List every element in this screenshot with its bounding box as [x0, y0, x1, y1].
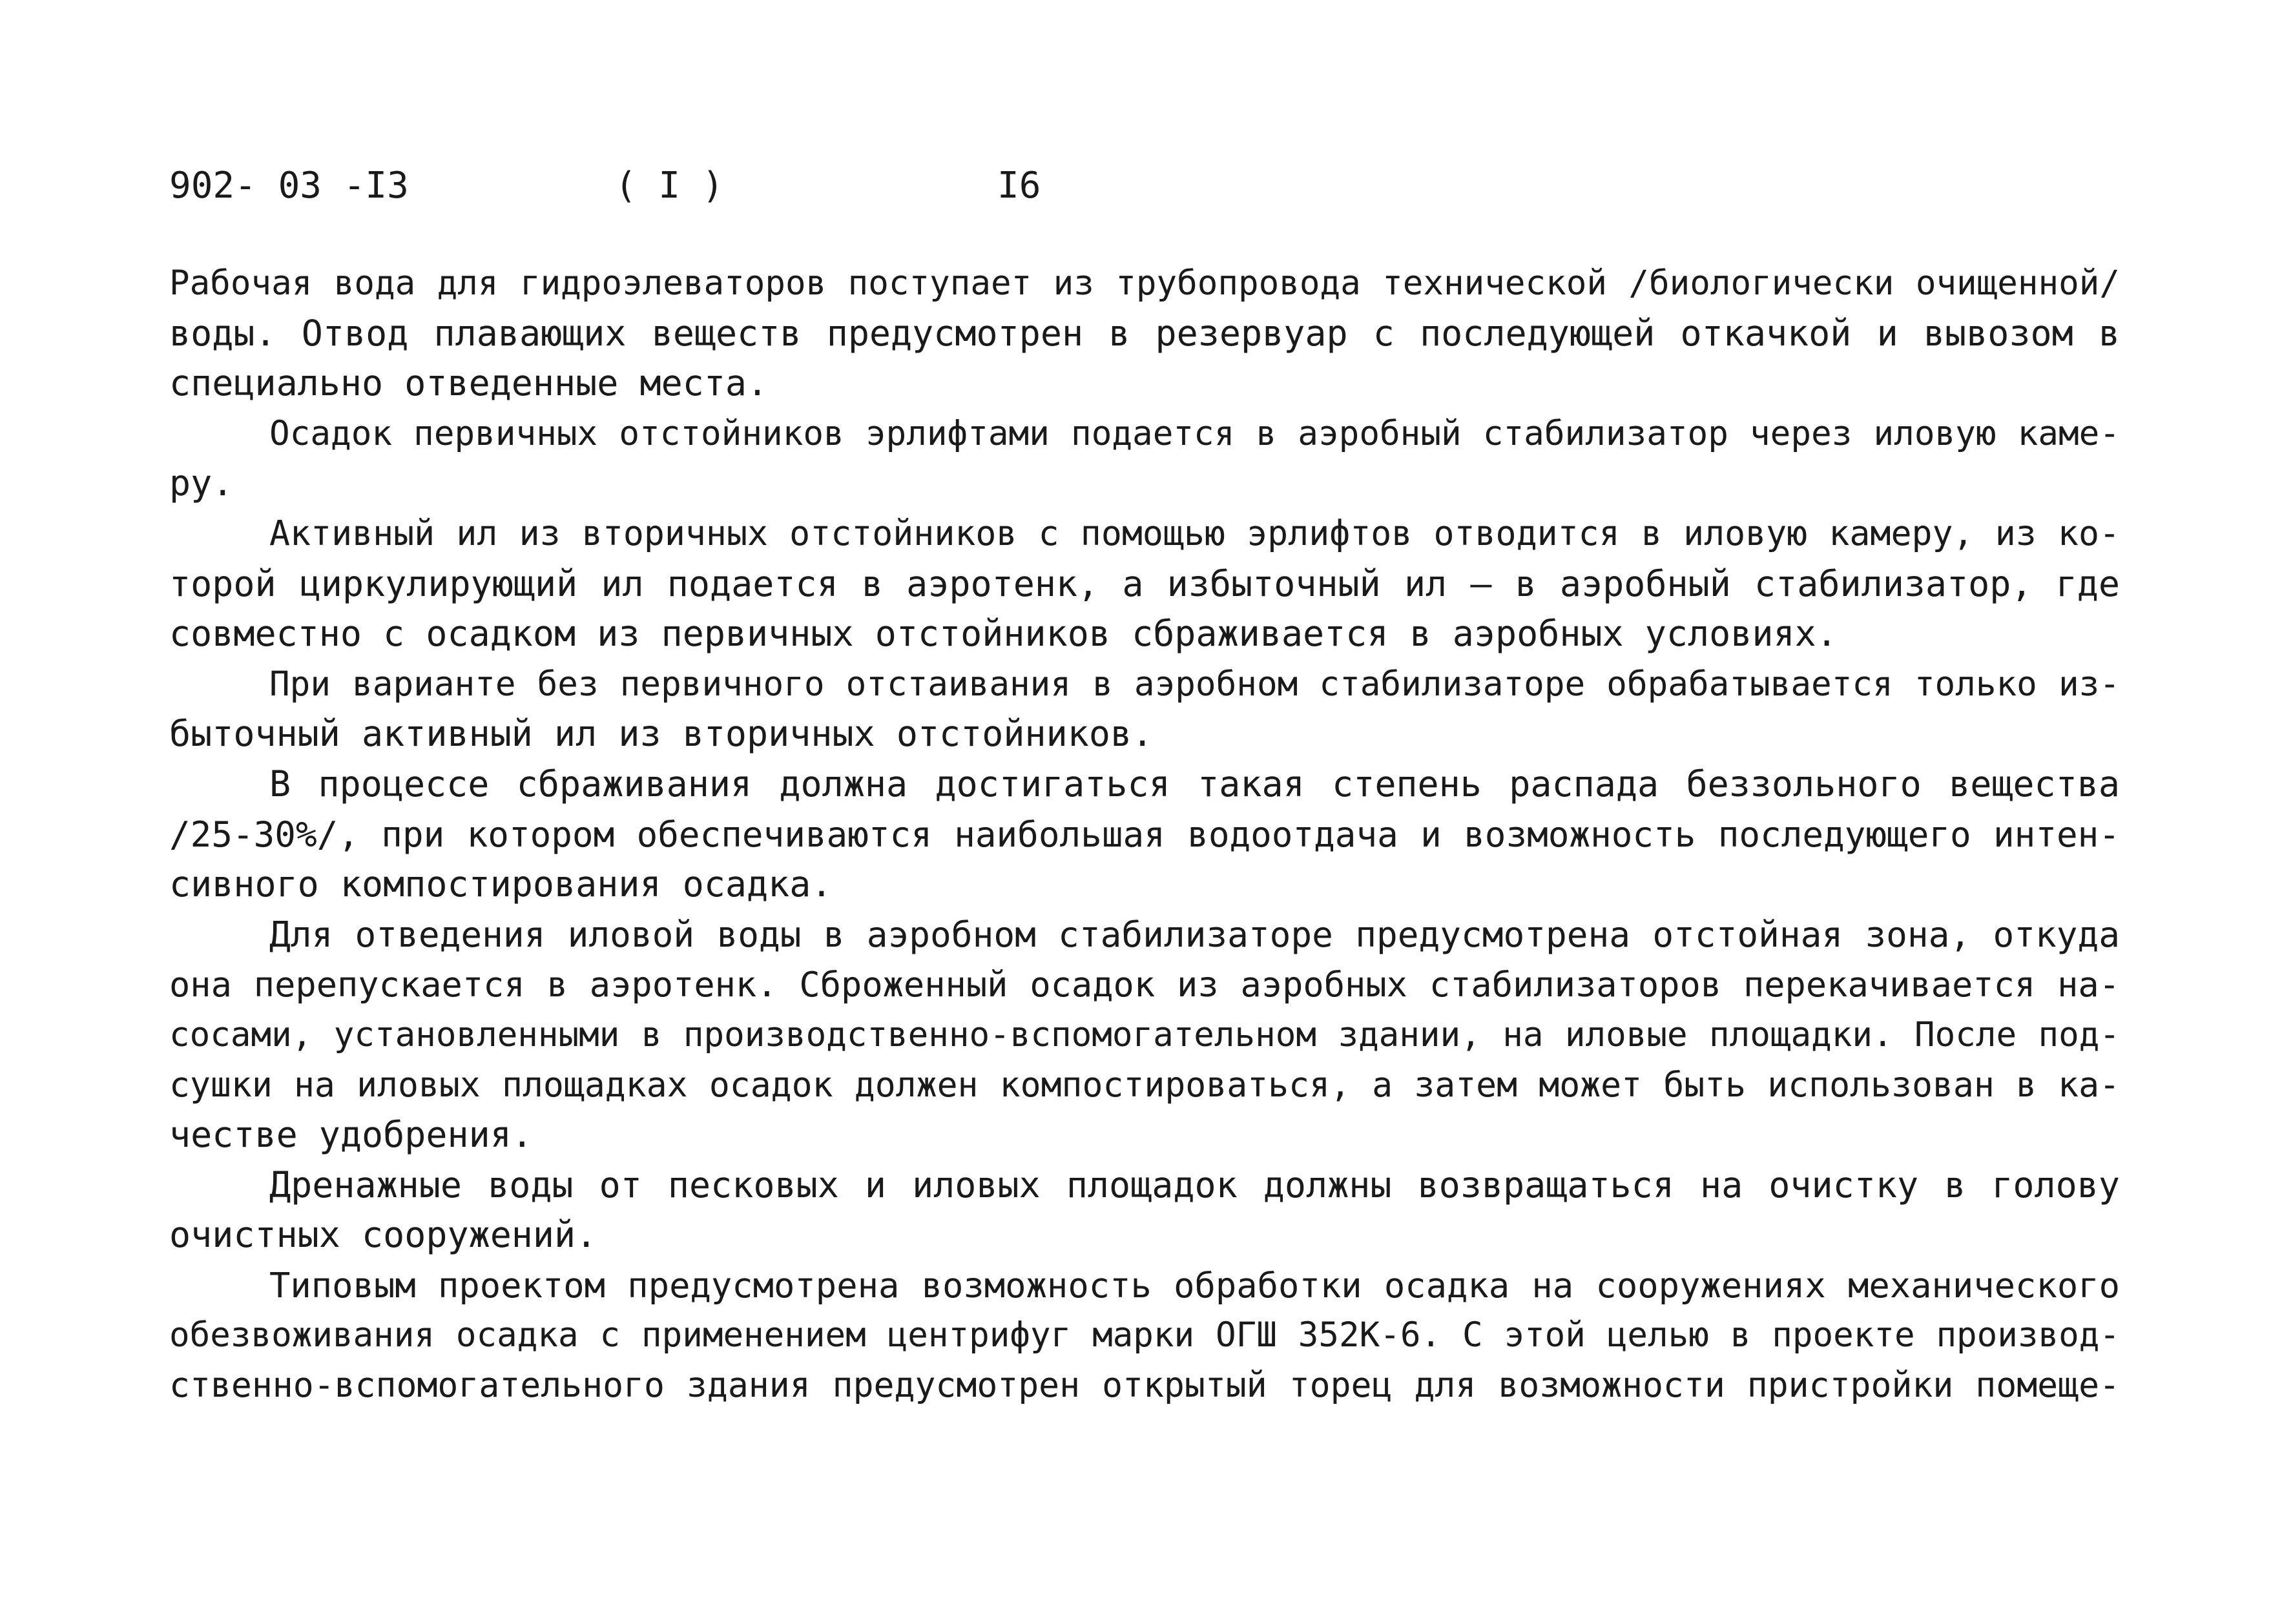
text-line: Осадок первичных отстойников эрлифтами подается в аэробный стабилизатор через иловую каме-	[269, 413, 2120, 453]
text-line: она перепускается в аэротенк. Сброженный осадок из аэробных стабилизаторов перекачивается на-	[169, 964, 2120, 1005]
document-part: ( I )	[615, 165, 724, 207]
text-line: Для отведения иловой воды в аэробном стабилизаторе предусмотрена отстойная зона, откуда	[269, 913, 2120, 955]
text-line: ру.	[169, 462, 234, 504]
text-line: сосами, установленными в производственно-вспомогательном здании, на иловые площадки. После под-	[169, 1014, 2120, 1054]
text-line: совместно с осадком из первичных отстойников сбраживается в аэробных условиях.	[169, 613, 1838, 655]
text-line: воды. Отвод плавающих веществ предусмотрен в резервуар с последующей откачкой и вывозом в	[169, 312, 2120, 354]
page-header	[169, 160, 1138, 212]
text-line: торой циркулирующий ил подается в аэротенк, а избыточный ил – в аэробный стабилизатор, где	[169, 562, 2120, 604]
text-line: При варианте без первичного отстаивания в аэробном стабилизаторе обрабатывается только из-	[269, 664, 2120, 704]
text-line: честве удобрения.	[169, 1114, 533, 1156]
text-line: Типовым проектом предусмотрена возможность обработки осадка на сооружениях механического	[269, 1264, 2120, 1306]
text-line: сушки на иловых площадках осадок должен компостироваться, а затем может быть использован в ка-	[169, 1064, 2120, 1105]
text-line: сивного компостирования осадка.	[169, 863, 833, 905]
text-line: специально отведенные места.	[169, 362, 769, 404]
text-line: быточный активный ил из вторичных отстойников.	[169, 713, 1154, 755]
text-line: обезвоживания осадка с применением центрифуг марки ОГШ 352К-6. С этой целью в проекте производ-	[169, 1315, 2120, 1355]
text-line: Дренажные воды от песковых и иловых площадок должны возвращаться на очистку в голову	[269, 1164, 2120, 1206]
text-line: /25-30%/, при котором обеспечиваются наибольшая водоотдача и возможность последующего интен-	[169, 814, 2120, 855]
text-line: Рабочая вода для гидроэлеваторов поступает из трубопровода технической /биологически очищенной/	[169, 263, 2120, 303]
text-line: ственно-вспомогательного здания предусмотрен открытый торец для возможности пристройки помеще-	[169, 1365, 2120, 1406]
page-number: I6	[997, 165, 1041, 207]
text-line: очистных сооружений.	[169, 1214, 597, 1256]
text-line: Активный ил из вторичных отстойников с помощью эрлифтов отводится в иловую камеру, из ко-	[269, 513, 2120, 553]
body-text	[169, 258, 2120, 1411]
document-code: 902- 03 -I3	[169, 165, 409, 207]
text-line: В процессе сбраживания должна достигаться такая степень распада беззольного вещества	[269, 763, 2120, 805]
